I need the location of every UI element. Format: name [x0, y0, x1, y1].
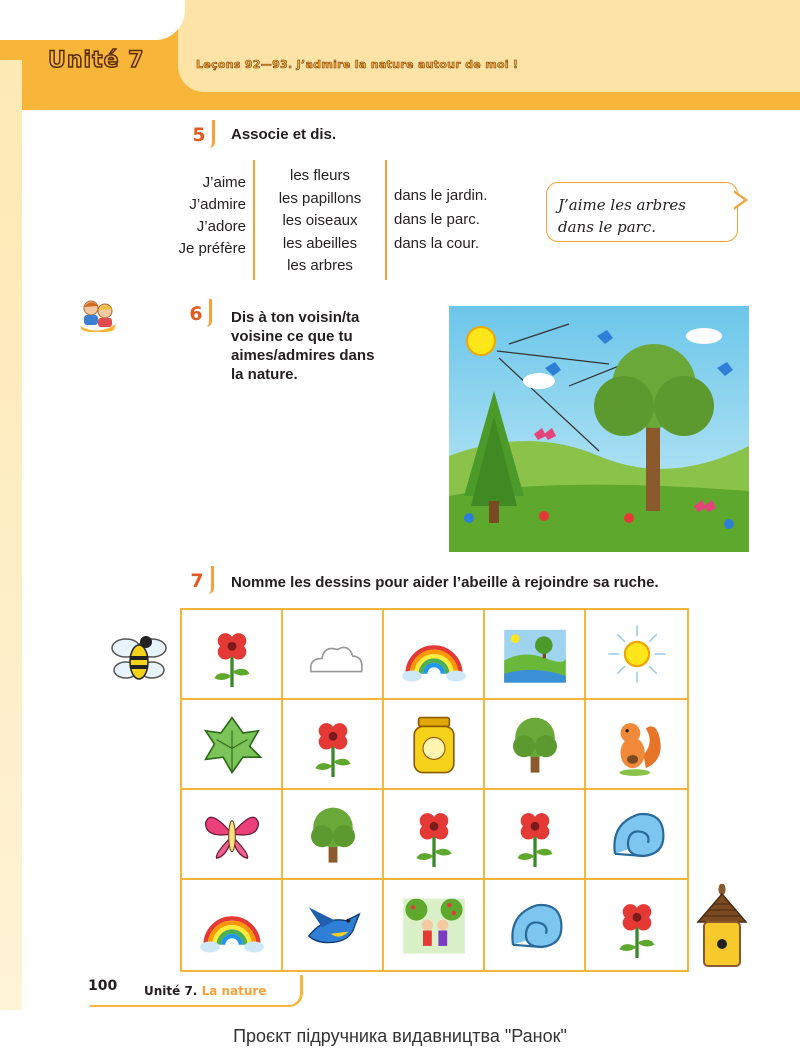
exercise-6-title: Dis à ton voisin/ta voisine ce que tu aimes/admires dans la nature.: [231, 309, 375, 383]
grid-cell: [182, 610, 283, 700]
place-item: dans la cour.: [394, 235, 480, 252]
exercise-5-number: 5: [192, 124, 206, 146]
object-item: les oiseaux: [282, 212, 358, 229]
footer-unit: Unité 7. La nature: [144, 984, 267, 998]
verb-item: Je préfère: [178, 240, 246, 257]
grid-cell: [182, 700, 283, 790]
header-cutout: [0, 0, 185, 40]
tree-icon: [502, 711, 568, 777]
bee-icon: [108, 628, 170, 690]
grid-cell: [283, 880, 384, 970]
grid-cell: [283, 700, 384, 790]
bird-icon: [300, 892, 366, 958]
butterfly-icon: [199, 801, 265, 867]
verb-item: J’adore: [196, 218, 246, 235]
beehive-icon: [694, 882, 750, 968]
landscape-icon: [502, 621, 568, 687]
speech-bubble-text: J’aime les arbres dans le parc.: [558, 196, 686, 236]
header-lesson-band: [178, 0, 800, 92]
publisher-caption: Проєкт підручника видавництва "Ранок": [233, 1026, 567, 1046]
place-item: dans le parc.: [394, 211, 480, 228]
object-item: les arbres: [287, 257, 353, 274]
object-column: [262, 165, 378, 278]
grid-cell: [384, 790, 485, 880]
flower-icon: [502, 801, 568, 867]
verb-item: J’admire: [189, 196, 246, 213]
rainbow-icon: [199, 892, 265, 958]
grid-cell: [485, 610, 586, 700]
grid-cell: [384, 880, 485, 970]
grid-cell: [485, 790, 586, 880]
children-orchard-icon: [401, 892, 467, 958]
maze-grid: [180, 608, 689, 972]
leaf-icon: [199, 711, 265, 777]
flower-icon: [401, 801, 467, 867]
exercise-7-title: Nomme les dessins pour aider l’abeille à rejoindre sa ruche.: [231, 574, 659, 591]
grid-cell: [182, 790, 283, 880]
footer-topic: La nature: [201, 984, 267, 998]
flower-icon: [199, 621, 265, 687]
sun-icon: [604, 621, 670, 687]
left-margin-band: [0, 60, 22, 1010]
place-item: dans le jardin.: [394, 187, 488, 204]
verb-column: [150, 172, 246, 260]
grid-cell: [485, 700, 586, 790]
column-divider: [253, 160, 255, 280]
grid-cell: [485, 880, 586, 970]
exercise-7-number: 7: [190, 570, 204, 592]
cloud-icon: [300, 621, 366, 687]
grid-cell: [283, 790, 384, 880]
exercise-6-number: 6: [189, 303, 203, 325]
exercise-5-title: Associe et dis.: [231, 126, 337, 143]
unit-label: Unité 7: [48, 48, 145, 73]
lesson-title: Leçons 92—93. J’admire la nature autour de moi !: [196, 58, 519, 71]
grid-cell: [586, 700, 687, 790]
squirrel-icon: [604, 711, 670, 777]
grid-cell: [384, 610, 485, 700]
verb-item: J’aime: [202, 174, 246, 191]
flower-icon: [604, 892, 670, 958]
grid-cell: [586, 790, 687, 880]
grid-cell: [182, 880, 283, 970]
grid-cell: [586, 610, 687, 700]
snail-shell-icon: [502, 892, 568, 958]
rainbow-icon: [401, 621, 467, 687]
grid-cell: [586, 880, 687, 970]
grid-cell: [384, 700, 485, 790]
column-divider: [385, 160, 387, 280]
exercise-7-bar: [205, 566, 214, 594]
object-item: les fleurs: [289, 167, 351, 184]
exercise-5-bar: [206, 120, 215, 148]
tree-icon: [300, 801, 366, 867]
place-column: [394, 184, 487, 256]
page-number: 100: [88, 978, 118, 994]
snail-shell-icon: [604, 801, 670, 867]
object-item: les papillons: [278, 189, 362, 207]
nature-scene-illustration: [449, 306, 749, 552]
honey-jar-icon: [401, 711, 467, 777]
exercise-6-bar: [203, 299, 212, 327]
pair-work-icon: [78, 296, 118, 332]
grid-cell: [283, 610, 384, 700]
flower-icon: [300, 711, 366, 777]
object-item: les abeilles: [282, 234, 358, 252]
